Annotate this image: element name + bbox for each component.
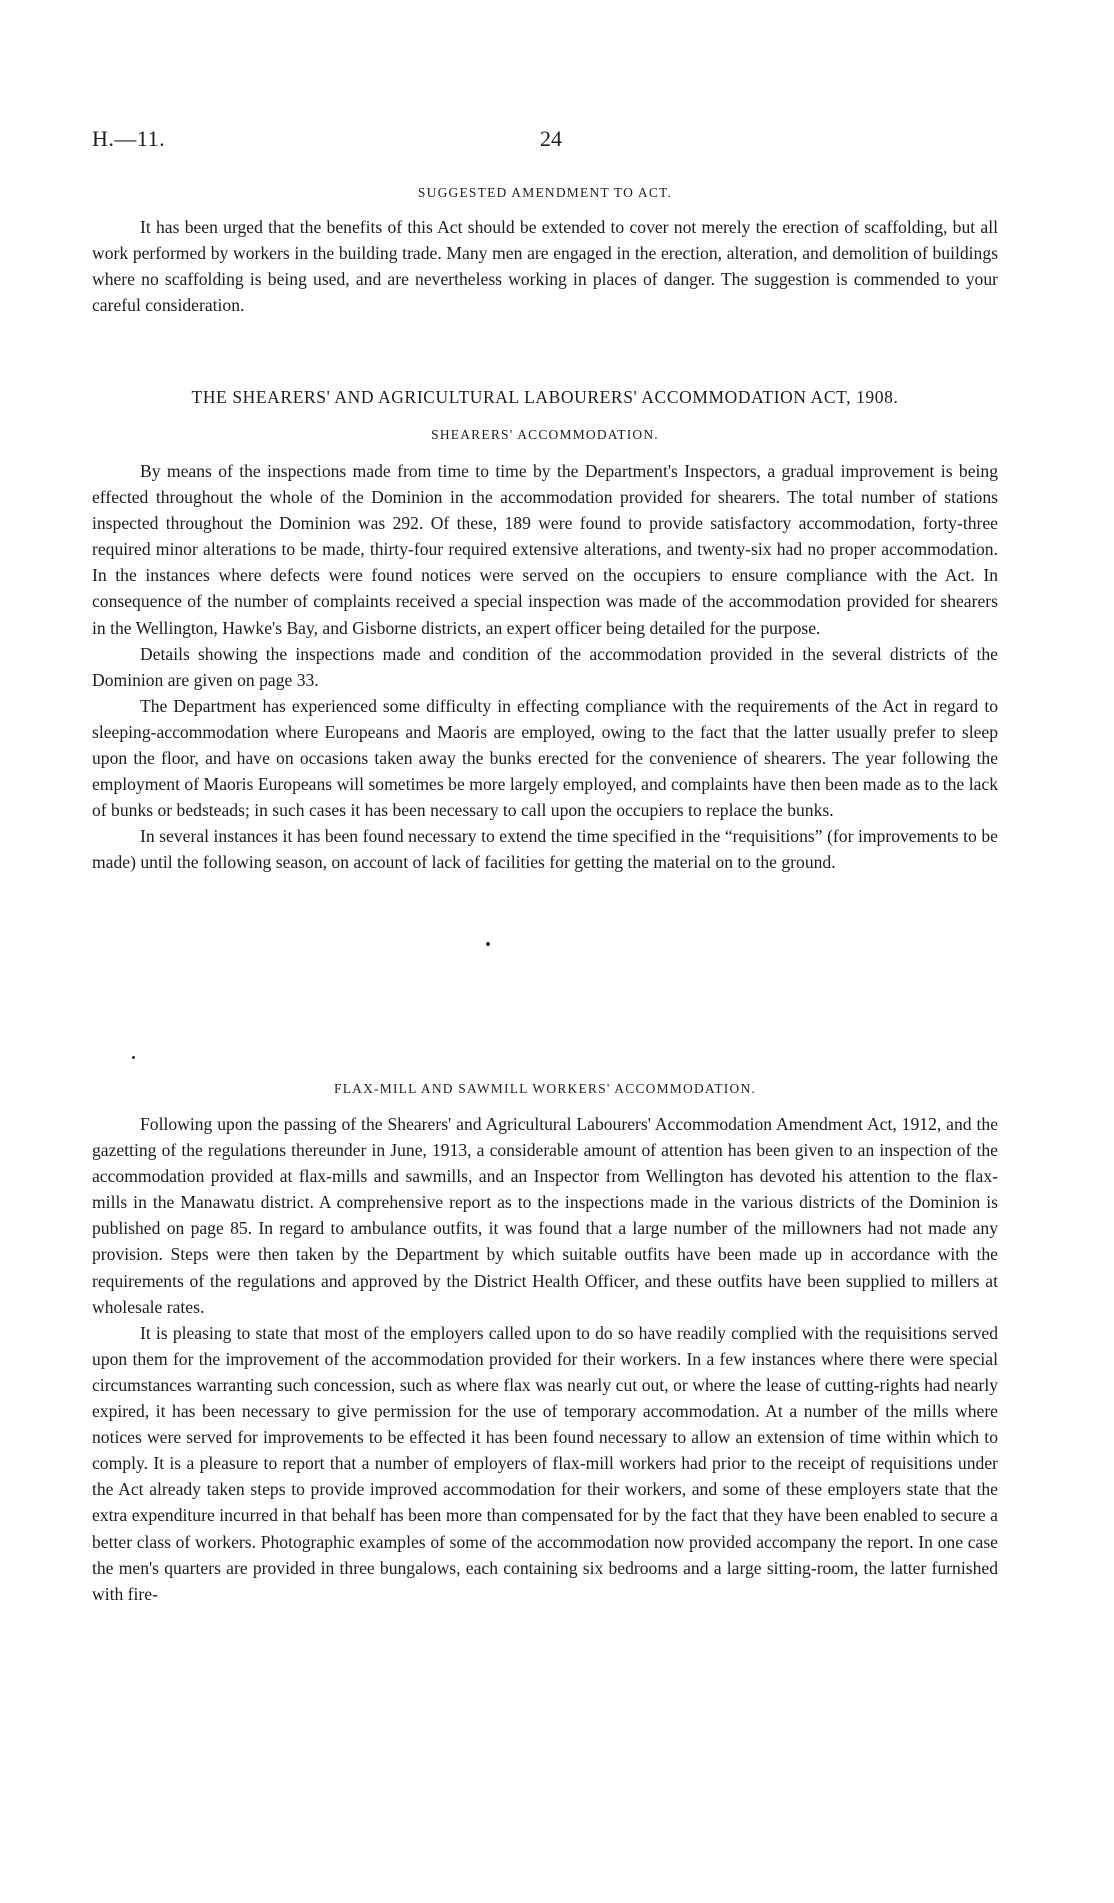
flaxmill-section — [92, 1111, 998, 1607]
ink-speck — [132, 1056, 135, 1059]
paragraph: Details showing the inspections made and condition of the accommodation provided in the several districts of the Dominion are given on page 33. — [92, 643, 998, 690]
shearers-section — [92, 458, 998, 876]
amendment-section — [92, 214, 998, 318]
act-title: THE SHEARERS' AND AGRICULTURAL LABOURERS' ACCOMMODATION ACT, 1908. — [191, 387, 899, 407]
paragraph: By means of the inspections made from time to time by the Department's Inspectors, a gradual improvement is being effected throughout the whole of the Dominion in the accommodation provided for shearers. The total number of stations inspected throughout the Dominion was 292. Of these, 189 were found to provide satisfactory accommodation, forty-three required minor alterations to be made, thirty-four required extensive alterations, and twenty-six had no proper accommodation. In the instances where defects were found notices were served on the occupiers to ensure compliance with the Act. In consequence of the number of complaints received a special inspection was made of the accommodation provided for shearers in the Wellington, Hawke's Bay, and Gisborne districts, an expert officer being detailed for the purpose. — [92, 461, 998, 638]
page-header — [92, 126, 998, 160]
paragraph: The Department has experienced some difficulty in effecting compliance with the requirements of the Act in regard to sleeping-accommodation where Europeans and Maoris are employed, owing to the fact that the latter usually prefer to sleep upon the floor, and have on occasions taken away the bunks erected for the convenience of shearers. The year following the employment of Maoris Europeans will sometimes be more largely employed, and complaints have then been made as to the lack of bunks or bedsteads; in such cases it has been necessary to call upon the occupiers to replace the bunks. — [92, 695, 998, 821]
page-number: 24 — [540, 126, 562, 151]
paragraph: It is pleasing to state that most of the employers called upon to do so have readily complied with the requisitions served upon them for the improvement of the accommodation provided for their workers. In a few instances where there were special circumstances warranting such concession, such as where flax was nearly cut out, or where the lease of cutting-rights had nearly expired, it has been necessary to give permission for the use of temporary accommodation. At a number of the mills where notices were served for improvements to be effected it has been found necessary to allow an extension of time within which to comply. It is a pleasure to report that a number of employers of flax-mill workers had prior to the receipt of requisitions under the Act already taken steps to provide improved accommodation for their workers, and some of these employers state that the extra expenditure incurred in that behalf has been more than compensated for by the fact that they have been enabled to secure a better class of workers. Photographic examples of some of the accommodation now provided accompany the report. In one case the men's quarters are provided in three bungalows, each containing six bedrooms and a large sitting-room, the latter furnished with fire- — [92, 1322, 998, 1604]
paragraph: It has been urged that the benefits of this Act should be extended to cover not merely the erection of scaffolding, but all work performed by workers in the building trade. Many men are engaged in the erection, alteration, and demolition of buildings where no scaffolding is being used, and are nevertheless working in places of danger. The suggestion is commended to your careful consideration. — [92, 217, 998, 316]
amendment-heading: SUGGESTED AMENDMENT TO ACT. — [417, 185, 673, 200]
flaxmill-heading: FLAX-MILL AND SAWMILL WORKERS' ACCOMMODATION. — [334, 1081, 756, 1096]
shearers-heading: SHEARERS' ACCOMMODATION. — [431, 427, 659, 442]
paragraph: Following upon the passing of the Shearers' and Agricultural Labourers' Accommodation Amendment Act, 1912, and the gazetting of the regulations thereunder in June, 1913, a considerable amount of attention has been given to an inspection of the accommodation provided at flax-mills and sawmills, and an Inspector from Wellington has devoted his attention to the flax-mills in the Manawatu district. A comprehensive report as to the inspections made in the various districts of the Dominion is published on page 85. In regard to ambulance outfits, it was found that a large number of the millowners had not made any provision. Steps were then taken by the Department by which suitable outfits have been made up in accordance with the requirements of the regulations and approved by the District Health Officer, and these outfits have been supplied to millers at wholesale rates. — [92, 1114, 998, 1317]
paragraph: In several instances it has been found necessary to extend the time specified in the “requisitions” (for improvements to be made) until the following season, on account of lack of facilities for getting the material on to the ground. — [92, 826, 998, 873]
report-reference: H.—11. — [92, 126, 166, 151]
ink-speck — [486, 942, 490, 946]
